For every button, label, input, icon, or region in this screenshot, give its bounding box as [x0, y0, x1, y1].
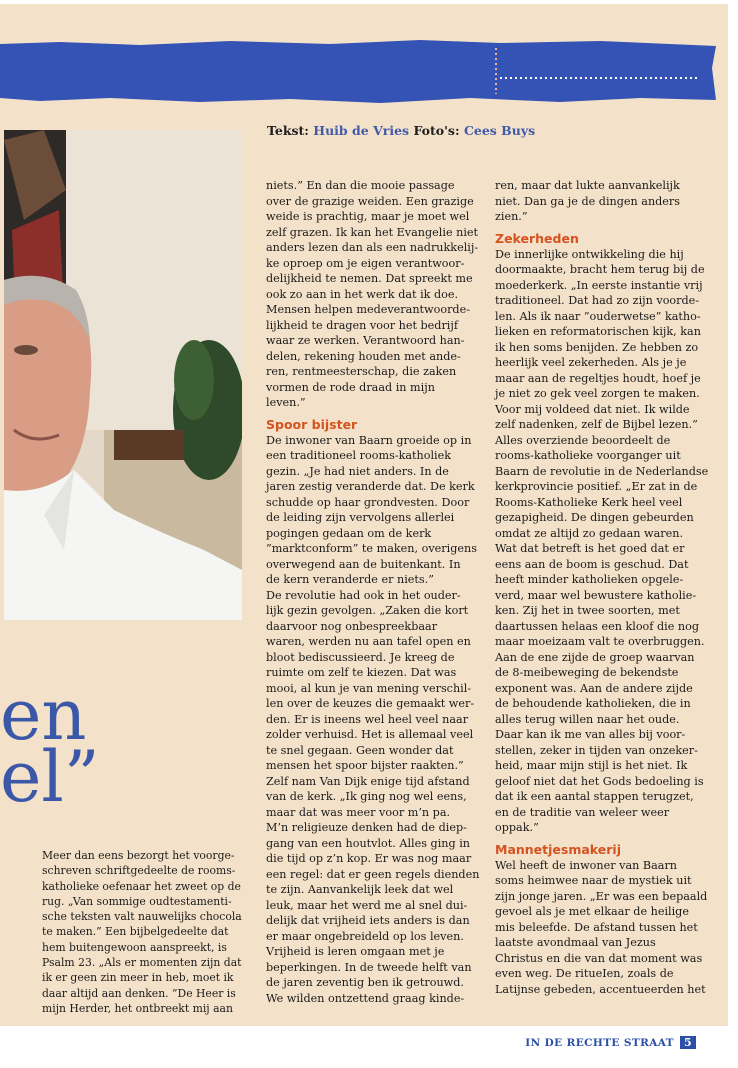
text-line: Wel heeft de inwoner van Baarn	[495, 858, 678, 872]
text-line: rug. „Van sommige oudtestamenti-	[42, 894, 232, 908]
text-line: de 8-meibeweging de bekendste	[495, 666, 679, 679]
text-line: rooms-katholieke voorganger uit	[495, 449, 681, 462]
text-line: lijk gezin gevolgen. „Zaken die kort	[266, 604, 469, 617]
text-line: je niet zo gek veel zorgen te maken.	[495, 387, 700, 400]
text-line: ren, maar dat lukte aanvankelijk	[495, 179, 680, 192]
text-line: ik hen soms benijden. Ze hebben zo	[495, 340, 699, 354]
text-line: leuk, maar het werd me al snel dui-	[266, 898, 468, 912]
text-line: gezapigheid. De dingen gebeurden	[495, 511, 694, 524]
text-line: traditioneel. Dat had zo zijn voorde-	[495, 294, 700, 307]
text-line: doormaakte, bracht hem terug bij de	[495, 263, 705, 276]
photographer-name: Cees Buys	[463, 123, 536, 138]
text-line: Daar kan ik me van alles bij voor-	[495, 728, 686, 741]
text-line: zelf nadenken, zelf de Bijbel lezen.”	[495, 418, 698, 431]
text-line: de leiding zijn vervolgens allerlei	[266, 511, 455, 524]
photo-label: Foto's:	[413, 123, 460, 138]
text-line: ”marktconform” te maken, overigens	[266, 542, 477, 555]
text-line: M’n religieuze denken had de diep-	[266, 821, 467, 834]
text-line: er maar ongebreideld op los leven.	[266, 929, 464, 943]
text-line: ik er geen zin meer in heb, moet ik	[42, 971, 234, 985]
text-line: waar ze werken. Verantwoord han-	[266, 334, 465, 347]
text-line: sche teksten valt nauwelijks chocola	[42, 910, 242, 924]
text-line: een traditioneel rooms-katholiek	[266, 449, 452, 462]
text-line: kerkprovincie positief. „Er zat in de	[495, 480, 698, 493]
text-line: Mensen helpen medeverantwoorde-	[266, 303, 470, 316]
blue-brush-banner	[0, 38, 716, 106]
text-line: den. Er is ineens wel heel veel naar	[266, 712, 469, 726]
text-line: gezin. „Je had niet anders. In de	[266, 464, 449, 478]
text-line: daar altijd aan denken. ”De Heer is	[42, 986, 236, 1000]
text-line: niet. Dan ga je de dingen anders	[495, 194, 681, 208]
text-line: zelf grazen. Ik kan het Evangelie niet	[266, 225, 479, 239]
text-line: de behoudende katholieken, die in	[495, 697, 691, 710]
text-label: Tekst:	[267, 123, 309, 138]
text-line: stellen, zeker in tijden van onzeker-	[495, 743, 698, 757]
credits-line	[267, 123, 535, 138]
text-line: zien.”	[495, 210, 528, 223]
text-line: geloof niet dat het Gods bedoeling is	[495, 774, 704, 788]
text-line: maar moeizaam valt te overbruggen.	[495, 635, 705, 648]
text-line: zijn jonge jaren. „Er was een bepaald	[495, 889, 708, 903]
text-line: bloot bediscussieerd. Je kreeg de	[266, 650, 455, 664]
text-line: zolder verhuisd. Het is allemaal veel	[266, 728, 474, 741]
text-line: te zijn. Aanvankelijk leek dat wel	[266, 883, 454, 896]
text-line: mooi, al kun je van mening verschil-	[266, 681, 472, 695]
text-line: anders lezen dan als een nadrukkelij-	[266, 241, 479, 254]
text-line: ken. Zij het in twee soorten, met	[495, 604, 680, 617]
text-line: ook zo aan in het werk dat ik doe.	[266, 287, 459, 301]
title-line-2: el”	[0, 736, 100, 818]
text-line: delen, rekening houden met ande-	[266, 349, 461, 363]
text-line: ke oproep om je eigen verantwoor-	[266, 256, 465, 270]
title-line-1: en	[0, 674, 87, 756]
intro-column	[42, 848, 242, 1016]
text-line: waren, werden nu aan tafel open en	[266, 635, 471, 648]
text-line: We wilden ontzettend graag kinde-	[266, 991, 465, 1005]
text-line: overwegend aan de buitenkant. In	[266, 557, 461, 571]
text-line: De revolutie had ook in het ouder-	[266, 588, 461, 602]
text-line: mensen het spoor bijster raakten.”	[266, 759, 464, 772]
text-line: laatste avondmaal van Jezus	[495, 936, 656, 949]
text-line: heeft minder katholieken opgele-	[495, 573, 684, 586]
text-line: daarvoor nog onbespreekbaar	[266, 619, 438, 633]
middle-column	[266, 178, 479, 1006]
text-line: alles terug willen naar het oude.	[495, 712, 680, 726]
text-line: te maken.” Een bijbelgedeelte dat	[42, 925, 229, 939]
text-line: Voor mij voldeed dat niet. Ik wilde	[495, 402, 690, 416]
text-line: Psalm 23. „Als er momenten zijn dat	[42, 956, 242, 970]
text-line: schudde op haar grondvesten. Door	[266, 495, 470, 509]
magazine-name: IN DE RECHTE STRAAT	[525, 1036, 674, 1049]
text-line: daartussen helaas een kloof die nog	[495, 619, 700, 633]
text-line: soms heimwee naar de mystiek uit	[495, 874, 692, 887]
text-line: te snel gegaan. Geen wonder dat	[266, 743, 454, 757]
text-line: beperkingen. In de tweede helft van	[266, 960, 472, 974]
text-line: die tijd op z’n kop. Er was nog maar	[266, 852, 472, 865]
text-line: moederkerk. „In eerste instantie vrij	[495, 278, 703, 292]
text-line: lijkheid te dragen voor het bedrijf	[266, 318, 458, 332]
text-line: verd, maar wel bewustere katholie-	[495, 588, 697, 602]
text-line: Baarn de revolutie in de Nederlandse	[495, 464, 709, 478]
text-line: een regel: dat er geen regels dienden	[266, 867, 480, 881]
text-line: Rooms-Katholieke Kerk heel veel	[495, 495, 683, 509]
text-line: lieken en reformatorischen kijk, kan	[495, 325, 701, 338]
text-line: Wat dat betreft is het goed dat er	[495, 542, 685, 555]
text-line: eens aan de boom is geschud. Dat	[495, 557, 689, 571]
text-line: mijn Herder, het ontbreekt mij aan	[42, 1001, 233, 1015]
text-line: over de grazige weiden. Een grazige	[266, 194, 474, 208]
text-line: De inwoner van Baarn groeide op in	[266, 433, 472, 447]
text-line: delijkheid te nemen. Dat spreekt me	[266, 272, 473, 285]
text-line: maar dat was meer voor m’n pa.	[266, 805, 451, 819]
text-line: Latijnse gebeden, accentueerden het	[495, 982, 706, 996]
page-footer	[525, 1036, 696, 1049]
text-line: heerlijk veel zekerheden. Als je je	[495, 356, 687, 369]
section-heading-mannetjesmakerij: Mannetjesmakerij	[495, 841, 621, 857]
text-line: ren, rentmeesterschap, die zaken	[266, 365, 457, 378]
text-line: Alles overziende beoordeelt de	[495, 433, 671, 447]
text-line: Meer dan eens bezorgt het voorge-	[42, 849, 235, 862]
section-heading-zekerheden: Zekerheden	[495, 230, 579, 246]
text-line: len. Als ik naar ”ouderwetse” katho-	[495, 309, 701, 323]
text-line: even weg. De ritueIen, zoals de	[495, 967, 674, 980]
text-line: gevoel als je met elkaar de heilige	[495, 905, 689, 918]
text-line: hem buitengewoon aanspreekt, is	[42, 940, 227, 954]
text-line: vormen de rode draad in mijn	[266, 380, 435, 394]
portrait-photo	[4, 130, 242, 620]
text-line: van de kerk. „Ik ging nog wel eens,	[266, 790, 467, 803]
text-line: exponent was. Aan de andere zijde	[495, 681, 693, 695]
text-line: Christus en die van dat moment was	[495, 951, 703, 965]
text-line: Aan de ene zijde de groep waarvan	[495, 650, 695, 664]
author-name: Huib de Vries	[313, 123, 410, 138]
text-line: De innerlijke ontwikkeling die hij	[495, 247, 684, 261]
text-line: leven.”	[266, 396, 306, 409]
text-line: weide is prachtig, maar je moet wel	[266, 210, 470, 223]
right-column	[495, 178, 708, 997]
text-line: oppak.”	[495, 821, 539, 834]
text-line: schreven schriftgedeelte de rooms-	[42, 864, 236, 878]
text-line: mis beleefde. De afstand tussen het	[495, 920, 698, 934]
text-line: niets.” En dan die mooie passage	[266, 179, 455, 192]
text-line: gang van een houtvlot. Alles ging in	[266, 836, 470, 850]
text-line: heid, maar mijn stijl is het niet. Ik	[495, 759, 688, 772]
section-heading-spoor-bijster: Spoor bijster	[266, 416, 358, 432]
portrait-illustration	[4, 130, 242, 620]
text-line: omdat ze altijd zo gedaan waren.	[495, 526, 684, 540]
text-line: dat ik een aantal stappen terugzet,	[495, 790, 694, 803]
page-number: 5	[680, 1036, 696, 1049]
text-line: katholieke oefenaar het zweet op de	[42, 879, 241, 893]
text-line: Zelf nam Van Dijk enige tijd afstand	[266, 774, 470, 788]
text-line: ruimte om zelf te kiezen. Dat was	[266, 666, 457, 679]
text-line: Vrijheid is leren omgaan met je	[266, 945, 445, 958]
text-line: pogingen gedaan om de kerk	[266, 526, 432, 540]
text-line: delijk dat vrijheid iets anders is dan	[266, 914, 470, 927]
text-line: maar aan de regeltjes houdt, hoef je	[495, 371, 701, 385]
text-line: jaren zestig veranderde dat. De kerk	[266, 480, 475, 493]
text-line: en de traditie van weleer weer	[495, 805, 670, 819]
text-line: de jaren zeventig ben ik getrouwd.	[266, 976, 464, 989]
text-line: de kern veranderde er niets.”	[266, 573, 434, 586]
text-line: len over de keuzes die gemaakt wer-	[266, 697, 475, 710]
